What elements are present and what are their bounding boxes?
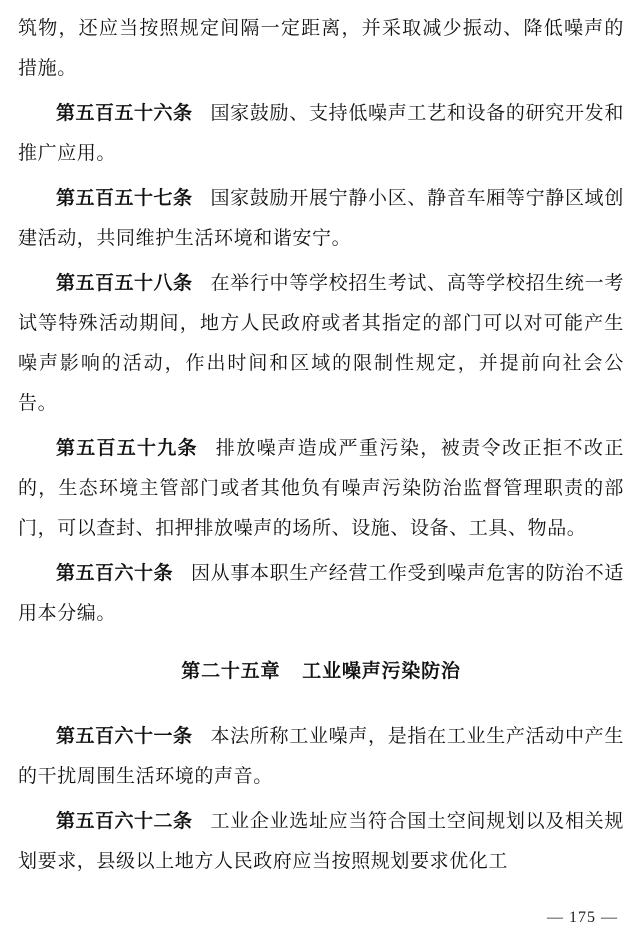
article-text: 工业企业选址应当符合国土空间规划以及相关规划要求，县级以上地方人民政府应当按照规划要求优化工 [18, 810, 624, 872]
article-number: 第五百六十二条 [56, 810, 193, 832]
article-text: 排放噪声造成严重污染，被责令改正拒不改正的，生态环境主管部门或者其他负有噪声污染防治监督管理职责的部门，可以查封、扣押排放噪声的场所、设施、设备、工具、物品。 [18, 437, 624, 539]
paragraph-continuation [18, 8, 624, 88]
article-560 [18, 553, 624, 633]
article-561 [18, 716, 624, 796]
article-number: 第五百六十一条 [56, 725, 193, 747]
paragraph-text: 筑物，还应当按照规定间隔一定距离，并采取减少振动、降低噪声的措施。 [18, 17, 624, 79]
article-text: 国家鼓励、支持低噪声工艺和设备的研究开发和推广应用。 [18, 102, 624, 164]
article-number: 第五百五十七条 [56, 187, 193, 209]
article-text: 在举行中等学校招生考试、高等学校招生统一考试等特殊活动期间，地方人民政府或者其指定的部门可以对可能产生噪声影响的活动，作出时间和区域的限制性规定，并提前向社会公告。 [18, 272, 624, 414]
article-number: 第五百六十条 [56, 562, 173, 584]
article-number: 第五百五十八条 [56, 272, 193, 294]
article-number: 第五百五十六条 [56, 102, 193, 124]
article-557 [18, 178, 624, 258]
chapter-heading [18, 651, 624, 691]
article-text: 因从事本职生产经营工作受到噪声危害的防治不适用本分编。 [18, 562, 624, 624]
article-559 [18, 428, 624, 548]
article-text: 本法所称工业噪声，是指在工业生产活动中产生的干扰周围生活环境的声音。 [18, 725, 624, 787]
article-558 [18, 263, 624, 423]
chapter-title: 工业噪声污染防治 [302, 660, 461, 682]
article-562 [18, 801, 624, 881]
page-number: — 175 — [547, 909, 618, 926]
article-text: 国家鼓励开展宁静小区、静音车厢等宁静区域创建活动，共同维护生活环境和谐安宁。 [18, 187, 624, 249]
article-number: 第五百五十九条 [56, 437, 198, 459]
document-page [18, 8, 624, 886]
chapter-number: 第二十五章 [181, 660, 281, 682]
article-556 [18, 93, 624, 173]
